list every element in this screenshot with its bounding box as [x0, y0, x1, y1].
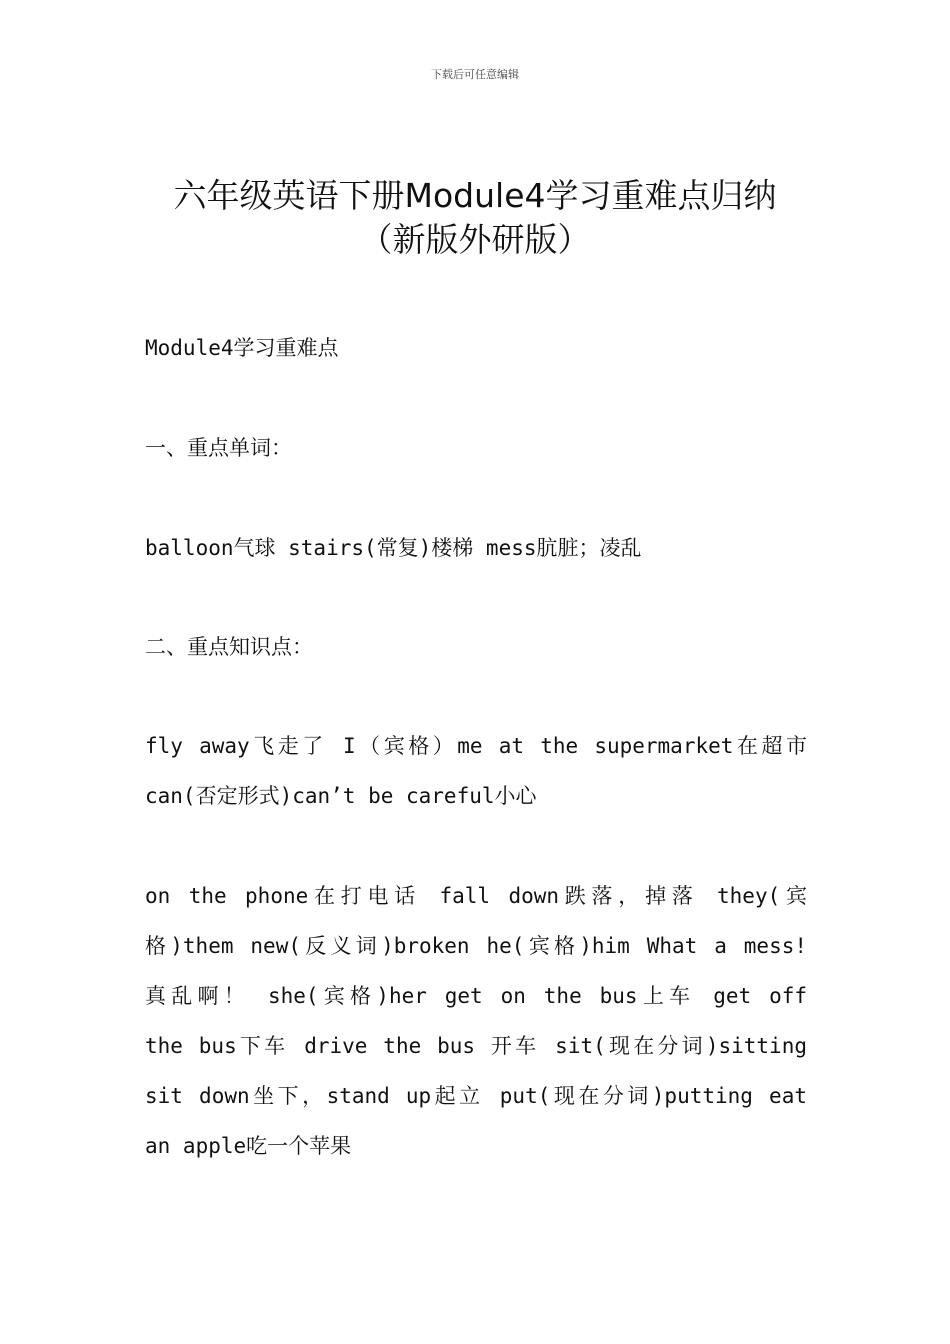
paragraph-line: fly away飞走了 I（宾格）me at the supermarket在超市: [145, 734, 807, 758]
paragraph-line: 格)them new(反义词)broken he(宾格)him What a mess!: [145, 934, 807, 958]
title-line-2: （新版外研版）: [359, 220, 591, 259]
paragraph-line: sit down坐下，stand up起立 put(现在分词)putting eat: [145, 1084, 807, 1108]
paragraph-line: on the phone在打电话 fall down跌落，掉落 they(宾: [145, 884, 807, 908]
knowledge-paragraph-1: [145, 721, 807, 821]
paragraph-line: an apple吃一个苹果: [145, 1134, 352, 1158]
section1-heading: 一、重点单词：: [145, 436, 292, 460]
title-line-1: 六年级英语下册Module4学习重难点归纳: [173, 176, 777, 215]
paragraph-line: 真乱啊！ she(宾格)her get on the bus上车 get off: [145, 984, 807, 1008]
vocab-line: balloon气球 stairs(常复)楼梯 mess肮脏；凌乱: [145, 536, 642, 560]
subtitle: Module4学习重难点: [145, 336, 339, 360]
knowledge-paragraph-2: [145, 871, 807, 1171]
document-title: [100, 174, 850, 262]
section2-heading: 二、重点知识点：: [145, 635, 313, 659]
header-note: 下载后可任意编辑: [431, 68, 519, 81]
paragraph-line: can(否定形式)can’t be careful小心: [145, 784, 537, 808]
paragraph-line: the bus下车 drive the bus 开车 sit(现在分词)sitting: [145, 1034, 807, 1058]
